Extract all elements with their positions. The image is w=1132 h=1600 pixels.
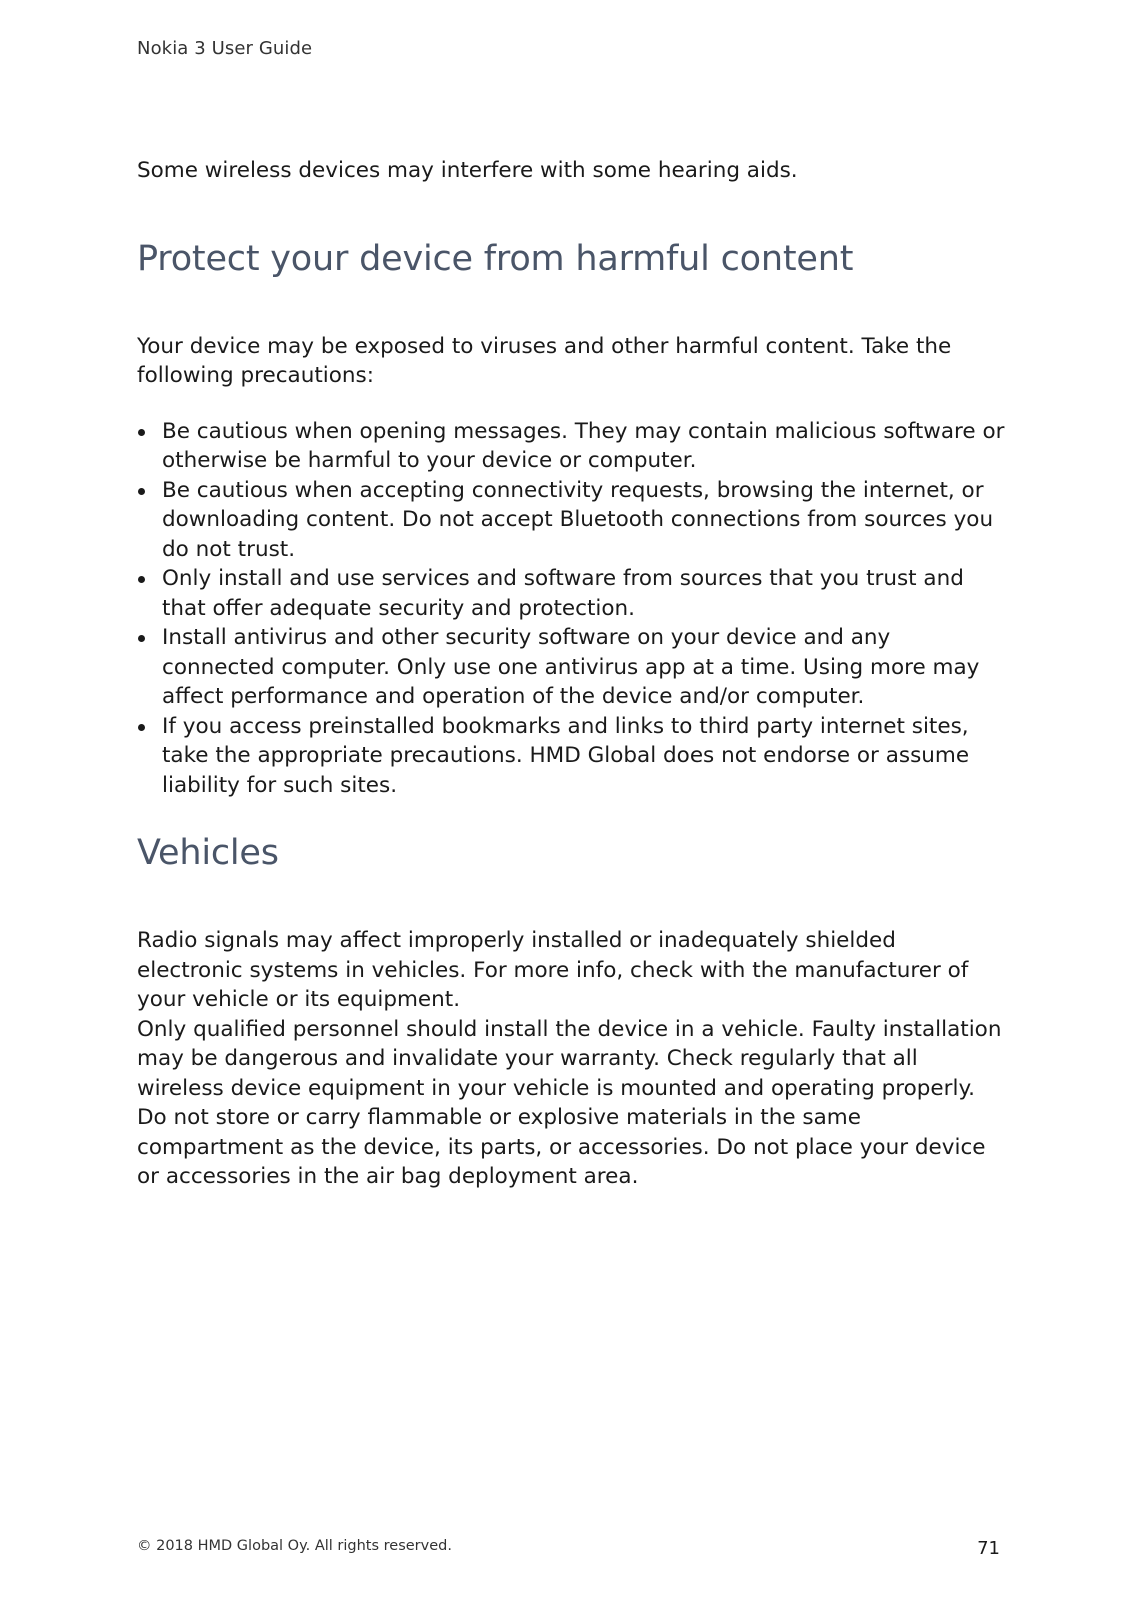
vehicles-paragraph: Only qualified personnel should install the device in a vehicle. Faulty installation may be dangerous and invalidate your warranty. Check regularly that all wireless device equipment in your vehicle is mounted and operating properly. Do not store or carry flammable or explosive materials in the same compartment as the device, its parts, or accessories. Do not place your device or accessories in the air bag deployment area. [137, 1016, 1002, 1189]
vehicles-section-heading: Vehicles [137, 833, 279, 873]
precaution-item [137, 712, 1007, 801]
precaution-item [137, 417, 1007, 476]
precaution-text: If you access preinstalled bookmarks and links to third party internet sites, take the appropriate precautions. HMD Global does not endorse or assume liability for such sites. [162, 713, 970, 798]
precaution-text: Install antivirus and other security software on your device and any connected computer. Only use one antivirus app at a time. Using more may affect performance and operation of the device and/or computer. [162, 625, 980, 709]
bullet-icon [138, 724, 145, 731]
bullet-icon [138, 635, 145, 642]
protect-section-heading: Protect your device from harmful content [137, 238, 854, 279]
bullet-icon [138, 429, 145, 436]
precaution-item [137, 564, 1007, 623]
running-header: Nokia 3 User Guide [137, 38, 313, 59]
bullet-icon [138, 576, 145, 583]
vehicles-paragraph: Radio signals may affect improperly installed or inadequately shielded electronic systems in vehicles. For more info, check with the manufacturer of your vehicle or its equipment. [137, 928, 969, 1012]
precaution-text: Be cautious when accepting connectivity requests, browsing the internet, or downloading content. Do not accept Bluetooth connections from sources you do not trust. [162, 477, 994, 562]
precaution-item [137, 476, 1007, 565]
precaution-text: Only install and use services and software from sources that you trust and that offer adequate security and protection. [162, 566, 964, 621]
precautions-list [137, 417, 1007, 801]
precaution-item [137, 623, 1007, 712]
page-content [137, 152, 1007, 1192]
footer-copyright: © 2018 HMD Global Oy. All rights reserved. [137, 1538, 452, 1554]
precaution-text: Be cautious when opening messages. They may contain malicious software or otherwise be harmful to your device or computer. [162, 418, 1005, 473]
page-number: 71 [977, 1538, 1000, 1559]
bullet-icon [138, 488, 145, 495]
protect-section-intro: Your device may be exposed to viruses and other harmful content. Take the following precautions: [137, 333, 952, 388]
hearing-aids-note: Some wireless devices may interfere with some hearing aids. [137, 158, 798, 183]
